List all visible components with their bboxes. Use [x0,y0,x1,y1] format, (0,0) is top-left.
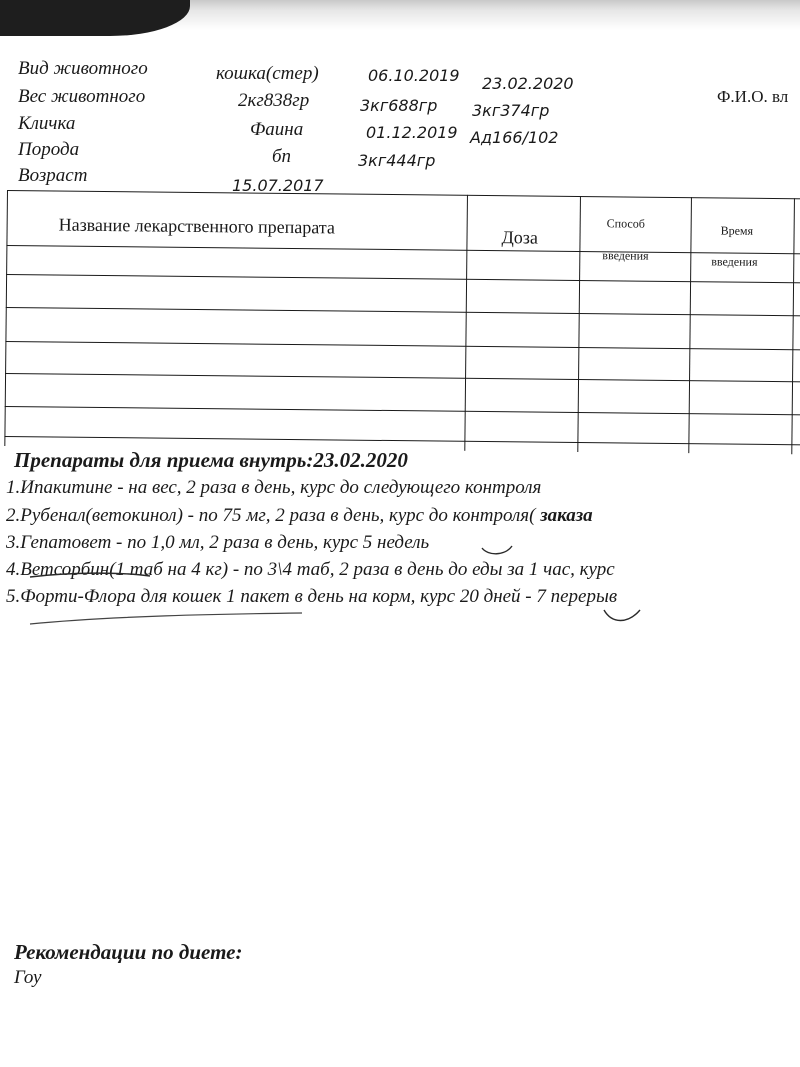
label-species: Вид животного [18,58,148,79]
scan-dark-corner [0,0,190,36]
prescription-table [4,190,800,456]
value-weight-1: 2кг838гр [238,90,310,111]
label-name: Кличка [18,113,76,134]
value-name: Фаина [250,119,304,140]
medications-title: Препараты для приема внутрь:23.02.2020 [14,448,408,472]
diet-value: Гоу [14,967,42,988]
header-route-line1: Способ [606,216,645,231]
value-date-3: 01.12.2019 [366,123,458,142]
medication-item: 1.Ипакитине - на вес, 2 раза в день, курс до следующего контроля [6,477,542,498]
header-time-line2: введения [711,254,758,269]
header-drug-name: Название лекарственного препарата [58,214,336,238]
diet-title: Рекомендации по диете: [14,940,243,964]
header-route-line2: введения [602,248,649,263]
value-weight-3: 3кг374гр [472,101,550,120]
value-birth-date: 15.07.2017 [232,176,324,195]
value-breed: бп [272,146,292,167]
label-owner: Ф.И.О. вл [717,87,789,106]
medication-item: 5.Форти-Флора для кошек 1 пакет в день на корм, курс 20 дней - 7 перерыв [6,586,618,607]
value-weight-4: 3кг444гр [358,151,436,170]
label-age: Возраст [18,165,88,186]
medication-item: 3.Гепатовет - по 1,0 мл, 2 раза в день, курс 5 недель [6,532,430,553]
value-date-2: 23.02.2020 [482,74,574,93]
value-species: кошка(стер) [216,63,319,84]
label-weight: Вес животного [18,86,146,107]
header-time-line1: Время [720,223,754,238]
medication-item: 4.Ветсорбин(1 таб на 4 кг) - по 3\4 таб, 2 раза в день до еды за 1 час, курс [6,559,615,580]
medication-item: 2.Рубенал(ветокинол) - по 75 мг, 2 раза в день, курс до контроля( заказа [6,505,593,526]
label-breed: Порода [18,139,80,160]
value-pressure: Ад166/102 [470,128,559,147]
header-dose: Доза [501,227,539,248]
value-weight-2: 3кг688гр [360,96,438,115]
value-date-1: 06.10.2019 [368,66,460,85]
